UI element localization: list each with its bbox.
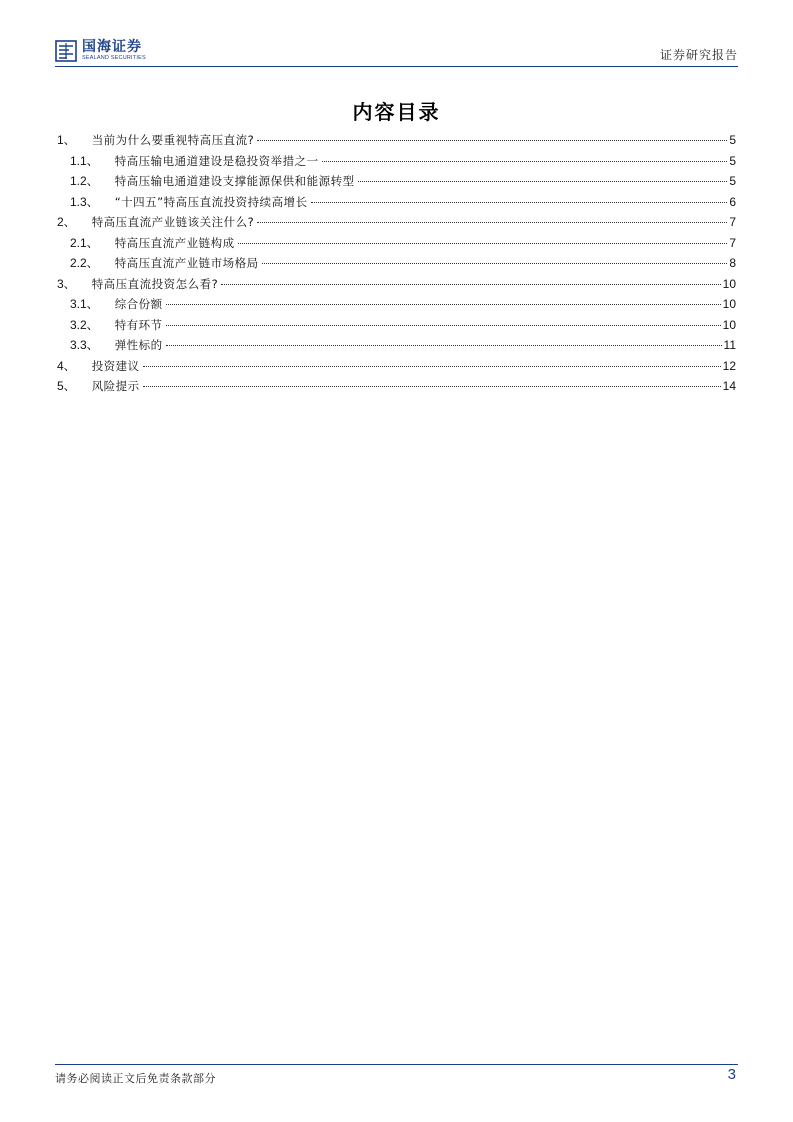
toc-entry-number: 4、 — [57, 358, 76, 373]
toc-entry-page: 10 — [722, 317, 736, 332]
toc-dot-leader — [221, 284, 720, 285]
sealand-logo-icon — [55, 40, 77, 62]
toc-entry-page: 10 — [722, 297, 736, 311]
page-header — [55, 36, 738, 66]
company-logo — [55, 38, 146, 64]
toc-entry-title: “十四五”特高压直流投资持续高增长 — [114, 194, 308, 209]
footer-divider — [55, 1064, 738, 1065]
toc-entry-number: 2、 — [57, 215, 76, 229]
toc-entry-page: 5 — [729, 174, 736, 188]
toc-entry-page: 14 — [722, 379, 736, 393]
toc-entry-title: 特高压直流产业链市场格局 — [114, 256, 259, 270]
toc-entry-title: 弹性标的 — [114, 338, 163, 352]
toc-dot-leader — [358, 181, 728, 182]
toc-entry[interactable] — [57, 336, 736, 357]
toc-dot-leader — [322, 161, 728, 162]
toc-entry-page: 5 — [729, 153, 736, 168]
toc-title: 内容目录 — [352, 100, 441, 124]
toc-entry-title: 特高压输电通道建设是稳投资举措之一 — [114, 153, 319, 168]
toc-entry[interactable] — [57, 316, 736, 337]
toc-entry[interactable] — [57, 152, 736, 173]
toc-entry-title: 特有环节 — [114, 317, 163, 332]
report-type-label: 证券研究报告 — [659, 48, 738, 62]
toc-dot-leader — [166, 325, 721, 326]
toc-entry-title: 综合份额 — [114, 297, 163, 311]
page-number: 3 — [727, 1066, 736, 1083]
toc-entry-number: 3、 — [57, 276, 76, 291]
toc-entry-page: 6 — [729, 194, 736, 209]
toc-entry-title: 特高压输电通道建设支撑能源保供和能源转型 — [114, 174, 355, 188]
toc-entry[interactable] — [57, 213, 736, 234]
toc-entry-page: 7 — [729, 235, 736, 250]
toc-dot-leader — [311, 202, 728, 203]
toc-entry-title: 特高压直流投资怎么看? — [91, 276, 219, 291]
table-of-contents — [57, 131, 736, 398]
toc-entry[interactable] — [57, 193, 736, 214]
toc-entry[interactable] — [57, 295, 736, 316]
toc-dot-leader — [166, 304, 721, 305]
toc-entry-number: 3.2、 — [70, 317, 99, 332]
toc-entry-number: 1.2、 — [70, 174, 99, 188]
toc-entry[interactable] — [57, 234, 736, 255]
toc-entry-title: 投资建议 — [91, 358, 140, 373]
toc-entry-number: 1.3、 — [70, 194, 99, 209]
logo-english-name: SEALAND SECURITIES — [82, 55, 146, 62]
toc-entry-page: 7 — [729, 215, 736, 229]
toc-entry-title: 特高压直流产业链该关注什么? — [91, 215, 255, 229]
toc-dot-leader — [143, 386, 721, 387]
toc-entry-title: 当前为什么要重视特高压直流? — [91, 133, 255, 147]
toc-entry[interactable] — [57, 377, 736, 398]
toc-dot-leader — [238, 243, 728, 244]
logo-chinese-name: 国海证券 — [82, 39, 142, 56]
toc-dot-leader — [166, 345, 722, 346]
toc-dot-leader — [262, 263, 728, 264]
toc-entry[interactable] — [57, 357, 736, 378]
toc-entry-title: 特高压直流产业链构成 — [114, 235, 235, 250]
toc-entry-number: 3.1、 — [70, 297, 99, 311]
toc-dot-leader — [143, 366, 721, 367]
footer-disclaimer: 请务必阅读正文后免责条款部分 — [55, 1072, 216, 1085]
toc-entry-number: 2.1、 — [70, 235, 99, 250]
toc-entry[interactable] — [57, 172, 736, 193]
toc-entry-page: 10 — [722, 276, 736, 291]
toc-entry-number: 1.1、 — [70, 153, 99, 168]
toc-entry-page: 12 — [722, 358, 736, 373]
toc-entry-number: 1、 — [57, 133, 76, 147]
toc-entry[interactable] — [57, 254, 736, 275]
toc-entry[interactable] — [57, 131, 736, 152]
toc-dot-leader — [257, 140, 727, 141]
toc-entry-title: 风险提示 — [91, 379, 140, 393]
toc-entry-number: 3.3、 — [70, 338, 99, 352]
toc-entry-number: 5、 — [57, 379, 76, 393]
toc-dot-leader — [257, 222, 727, 223]
toc-entry-page: 11 — [723, 338, 736, 352]
header-divider — [55, 66, 738, 67]
toc-entry[interactable] — [57, 275, 736, 296]
toc-entry-page: 5 — [729, 133, 736, 147]
toc-entry-page: 8 — [729, 256, 736, 270]
toc-entry-number: 2.2、 — [70, 256, 99, 270]
